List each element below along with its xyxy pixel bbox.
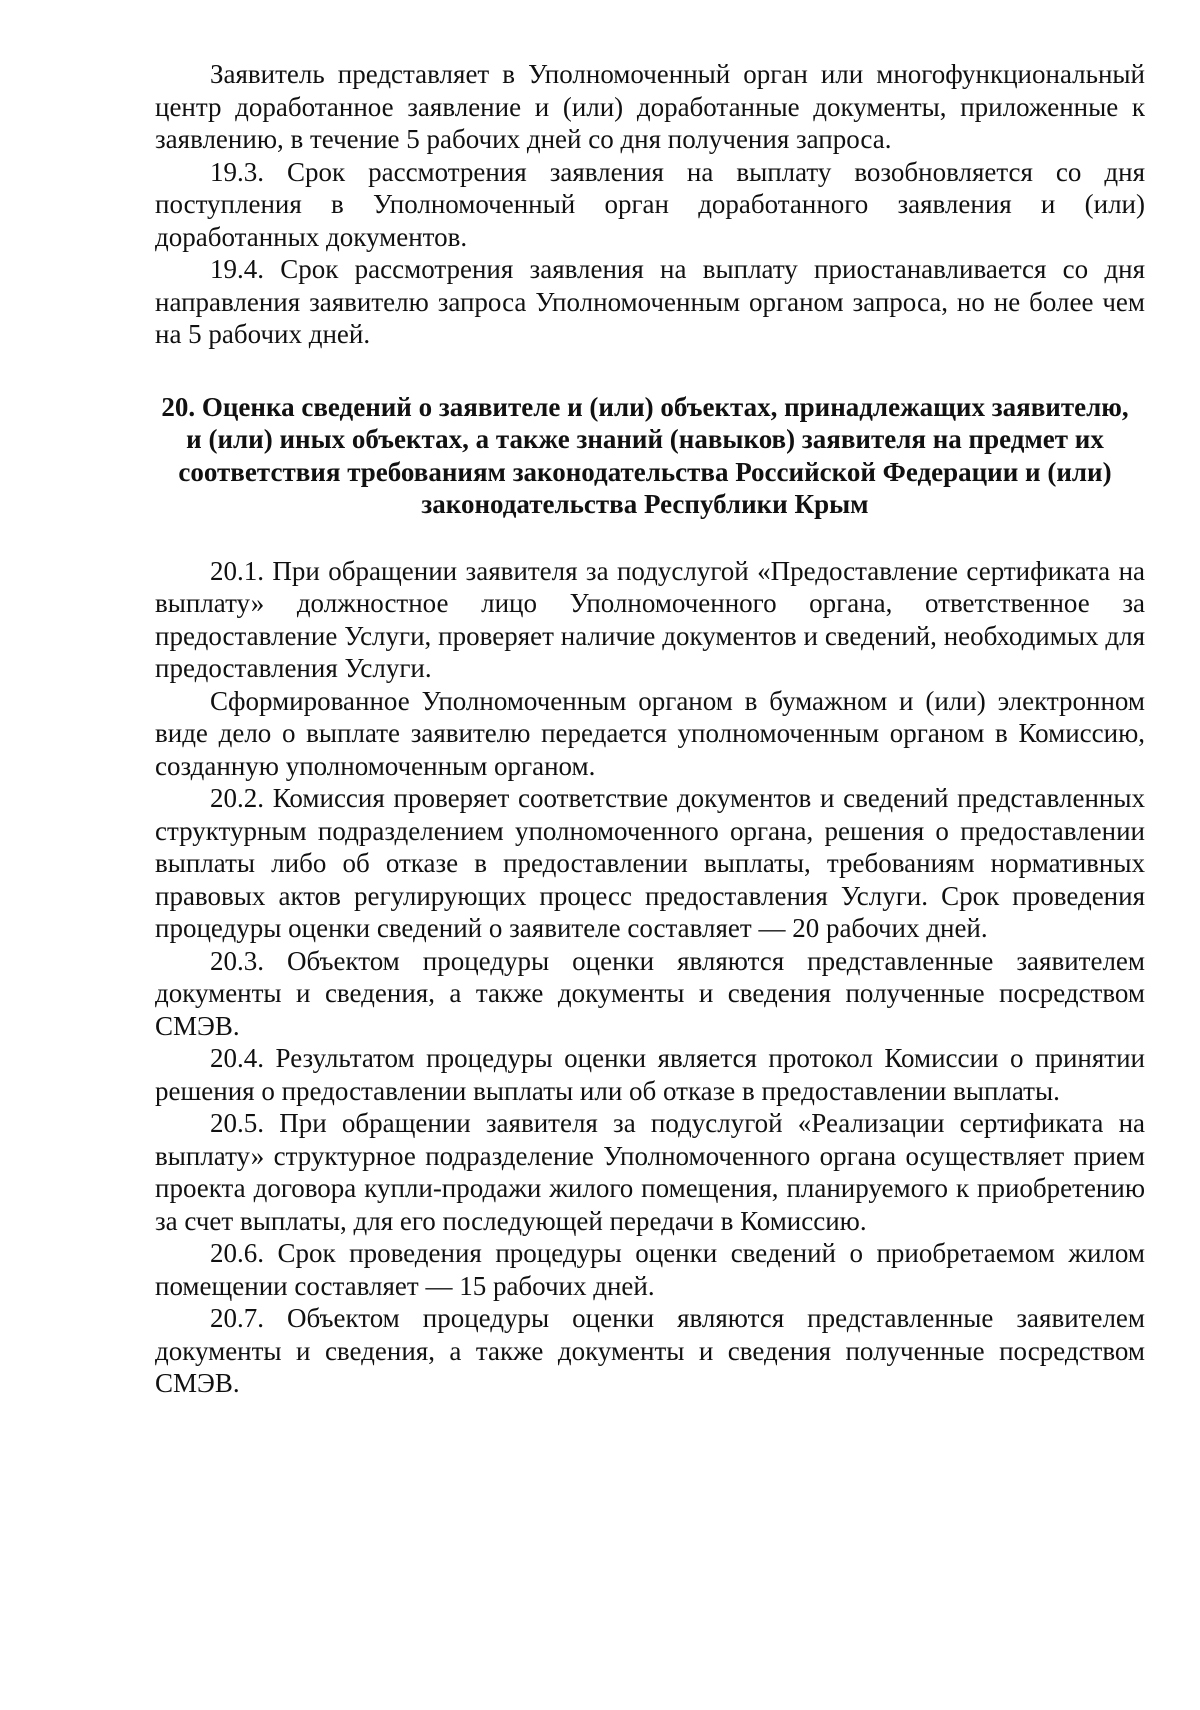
section-20-title: 20. Оценка сведений о заявителе и (или) объектах, принадлежащих заявителю, и (или) иных объектах, а также знаний (навыков) заявителя на предмет их соответствия требованиям законодательства Российской Федерации и (или) законодательства Республики Крым	[161, 391, 1129, 519]
paragraph-20-2: 20.2. Комиссия проверяет соответствие документов и сведений представленных структурным подразделением уполномоченного органа, решения о предоставлении выплаты либо об отказе в предоставлении выплаты, требованиям нормативных правовых актов регулирующих процесс предоставления Услуги. Срок проведения процедуры оценки сведений о заявителе составляет — 20 рабочих дней.	[155, 783, 1145, 943]
paragraph-20-5: 20.5. При обращении заявителя за подуслугой «Реализации сертификата на выплату» структурное подразделение Уполномоченного органа осуществляет прием проекта договора купли-продажи жилого помещения, планируемого к приобретению за счет выплаты, для его последующей передачи в Комиссию.	[155, 1108, 1145, 1236]
paragraph-19-3: 19.3. Срок рассмотрения заявления на выплату возобновляется со дня поступления в Уполномоченный орган доработанного заявления и (или) доработанных документов.	[155, 156, 1145, 252]
paragraph-applicant-submits: Заявитель представляет в Уполномоченный орган или многофункциональный центр доработанное заявление и (или) доработанные документы, приложенные к заявлению, в течение 5 рабочих дней со дня получения запроса.	[155, 59, 1145, 154]
paragraph-20-7: 20.7. Объектом процедуры оценки являются представленные заявителем документы и сведения, а также документы и сведения полученные посредством СМЭВ.	[155, 1303, 1145, 1398]
paragraph-20-6: 20.6. Срок проведения процедуры оценки сведений о приобретаемом жилом помещении составляет — 15 рабочих дней.	[155, 1238, 1145, 1301]
paragraph-20-1: 20.1. При обращении заявителя за подуслугой «Предоставление сертификата на выплату» должностное лицо Уполномоченного органа, ответственное за предоставление Услуги, проверяет наличие документов и сведений, необходимых для предоставления Услуги.	[155, 555, 1145, 683]
paragraph-formed-case: Сформированное Уполномоченным органом в бумажном и (или) электронном виде дело о выплате заявителю передается уполномоченным органом в Комиссию, созданную уполномоченным органом.	[155, 685, 1145, 781]
paragraph-20-3: 20.3. Объектом процедуры оценки являются представленные заявителем документы и сведения, а также документы и сведения полученные посредством СМЭВ.	[155, 945, 1145, 1041]
document-page	[155, 58, 1145, 1400]
paragraph-20-4: 20.4. Результатом процедуры оценки является протокол Комиссии о принятии решения о предоставлении выплаты или об отказе в предоставлении выплаты.	[155, 1043, 1145, 1106]
paragraph-19-4: 19.4. Срок рассмотрения заявления на выплату приостанавливается со дня направления заявителю запроса Уполномоченным органом запроса, но не более чем на 5 рабочих дней.	[155, 254, 1145, 349]
